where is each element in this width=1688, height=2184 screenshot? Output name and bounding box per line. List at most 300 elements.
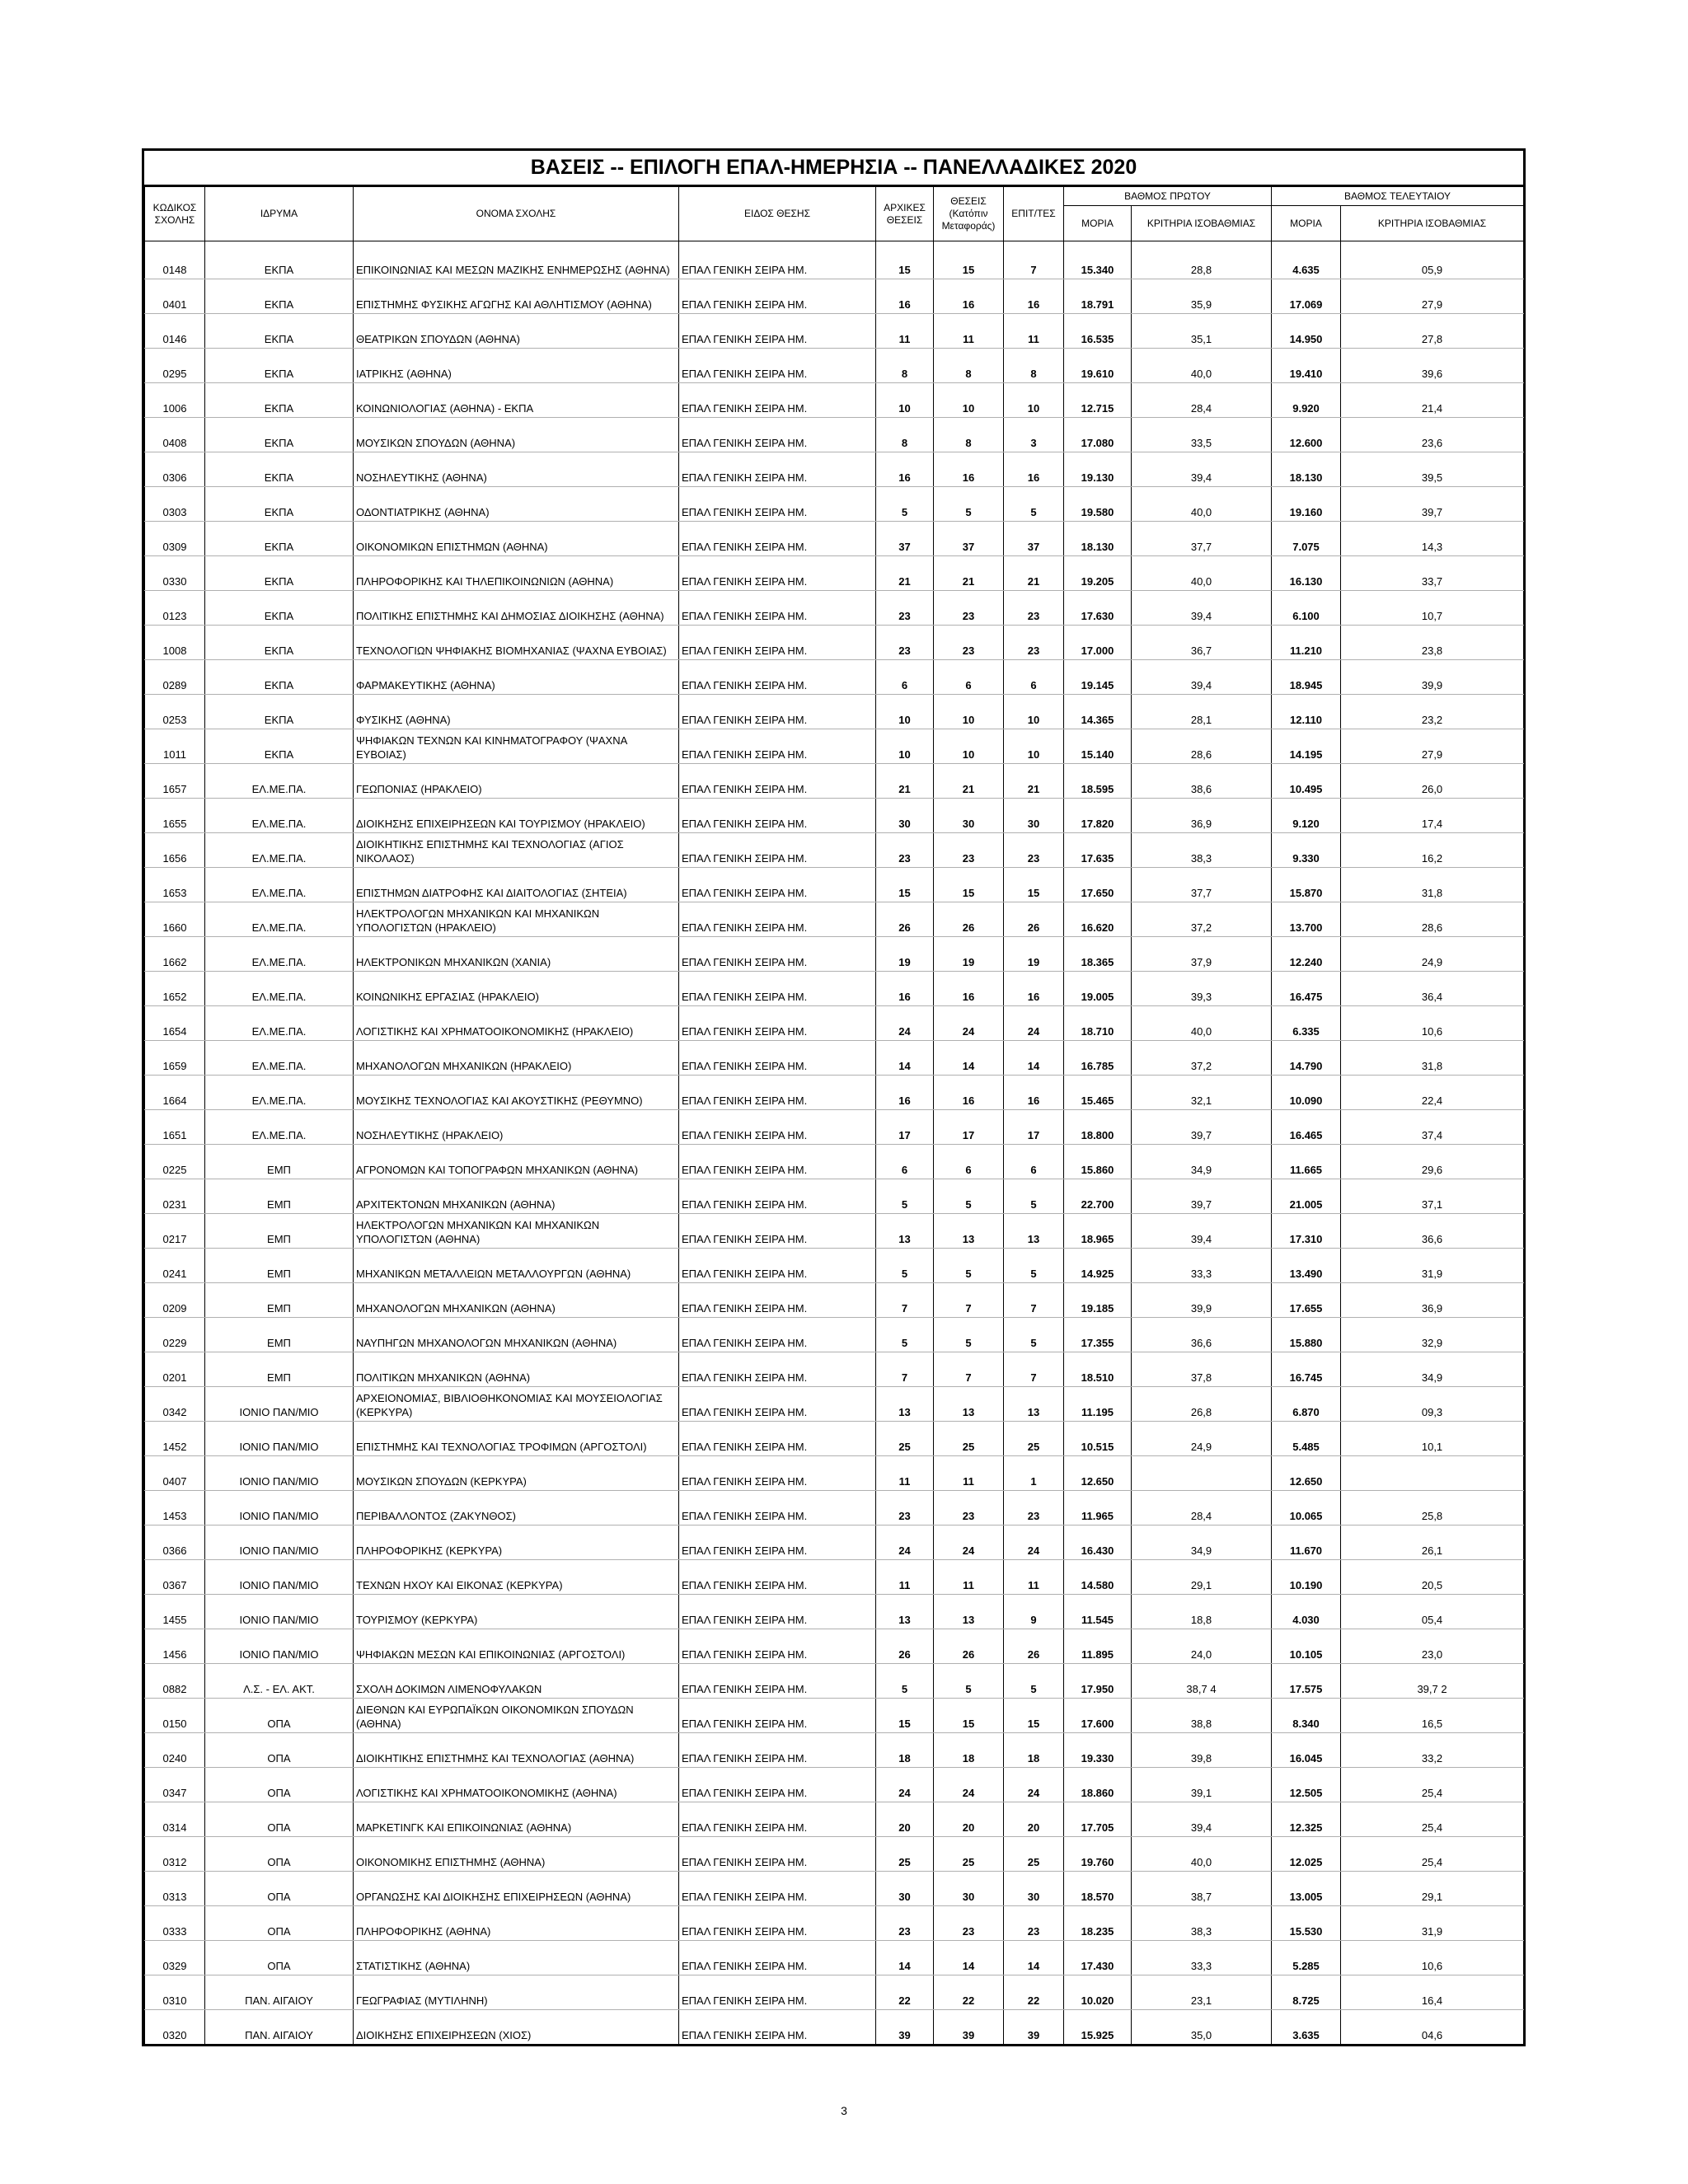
header-code: ΚΩΔΙΚΟΣ ΣΧΟΛΗΣ (145, 187, 205, 241)
cell-institution: ΕΚΠΑ (205, 383, 354, 418)
cell-first-points: 14.925 (1064, 1249, 1132, 1283)
cell-first-points: 16.535 (1064, 314, 1132, 349)
cell-seat-type: ΕΠΑΛ ΓΕΝΙΚΗ ΣΕΙΡΑ ΗΜ. (679, 591, 876, 626)
table-row (145, 729, 1524, 764)
cell-institution: ΕΛ.ΜΕ.ΠΑ. (205, 764, 354, 799)
cell-first-points: 17.355 (1064, 1318, 1132, 1352)
cell-seats: 30 (934, 799, 1004, 833)
cell-admitted: 23 (1004, 1491, 1064, 1526)
cell-last-tiebreak: 31,9 (1341, 1906, 1524, 1941)
cell-first-tiebreak: 40,0 (1132, 1837, 1272, 1872)
cell-seat-type: ΕΠΑΛ ΓΕΝΙΚΗ ΣΕΙΡΑ ΗΜ. (679, 383, 876, 418)
cell-school-name: ΛΟΓΙΣΤΙΚΗΣ ΚΑΙ ΧΡΗΜΑΤΟΟΙΚΟΝΟΜΙΚΗΣ (ΑΘΗΝΑ) (354, 1768, 679, 1802)
cell-first-tiebreak: 33,3 (1132, 1249, 1272, 1283)
cell-school-name: ΕΠΙΣΤΗΜΗΣ ΦΥΣΙΚΗΣ ΑΓΩΓΗΣ ΚΑΙ ΑΘΛΗΤΙΣΜΟΥ (ΑΘΗΝΑ) (354, 279, 679, 314)
cell-code: 0295 (145, 349, 205, 383)
cell-initial-seats: 5 (876, 1664, 934, 1699)
cell-last-points: 6.870 (1272, 1387, 1341, 1422)
cell-last-tiebreak: 05,9 (1341, 241, 1524, 279)
cell-seats: 14 (934, 1941, 1004, 1975)
cell-last-points: 15.530 (1272, 1906, 1341, 1941)
cell-seats: 7 (934, 1352, 1004, 1387)
cell-first-tiebreak: 40,0 (1132, 1006, 1272, 1041)
cell-admitted: 16 (1004, 1076, 1064, 1110)
cell-institution: ΕΚΠΑ (205, 487, 354, 522)
cell-last-tiebreak: 16,2 (1341, 833, 1524, 868)
cell-last-points: 11.665 (1272, 1145, 1341, 1179)
cell-admitted: 19 (1004, 937, 1064, 972)
table-row (145, 522, 1524, 556)
cell-seats: 8 (934, 418, 1004, 452)
cell-first-points: 15.860 (1064, 1145, 1132, 1179)
cell-seat-type: ΕΠΑΛ ΓΕΝΙΚΗ ΣΕΙΡΑ ΗΜ. (679, 1456, 876, 1491)
cell-code: 1660 (145, 902, 205, 937)
cell-initial-seats: 15 (876, 1699, 934, 1733)
cell-first-points: 18.791 (1064, 279, 1132, 314)
cell-first-tiebreak: 39,4 (1132, 660, 1272, 695)
cell-seat-type: ΕΠΑΛ ΓΕΝΙΚΗ ΣΕΙΡΑ ΗΜ. (679, 349, 876, 383)
cell-admitted: 5 (1004, 1249, 1064, 1283)
cell-last-tiebreak: 09,3 (1341, 1387, 1524, 1422)
cell-institution: ΕΚΠΑ (205, 556, 354, 591)
cell-code: 0407 (145, 1456, 205, 1491)
cell-code: 0303 (145, 487, 205, 522)
cell-institution: ΙΟΝΙΟ ΠΑΝ/ΜΙΟ (205, 1595, 354, 1629)
cell-last-points: 14.950 (1272, 314, 1341, 349)
cell-initial-seats: 22 (876, 1975, 934, 2010)
cell-institution: ΠΑΝ. ΑΙΓΑΙΟΥ (205, 1975, 354, 2010)
cell-first-tiebreak: 39,3 (1132, 972, 1272, 1006)
cell-code: 1662 (145, 937, 205, 972)
header-last-points: ΜΟΡΙΑ (1272, 206, 1341, 241)
cell-last-points: 12.650 (1272, 1456, 1341, 1491)
cell-seats: 18 (934, 1733, 1004, 1768)
cell-seats: 17 (934, 1110, 1004, 1145)
cell-admitted: 26 (1004, 902, 1064, 937)
cell-initial-seats: 8 (876, 418, 934, 452)
table-body (145, 241, 1524, 2045)
cell-first-tiebreak: 40,0 (1132, 556, 1272, 591)
cell-code: 1455 (145, 1595, 205, 1629)
cell-last-points: 14.790 (1272, 1041, 1341, 1076)
table-row (145, 868, 1524, 902)
cell-last-tiebreak: 25,8 (1341, 1491, 1524, 1526)
cell-seats: 37 (934, 522, 1004, 556)
cell-school-name: ΜΟΥΣΙΚΗΣ ΤΕΧΝΟΛΟΓΙΑΣ ΚΑΙ ΑΚΟΥΣΤΙΚΗΣ (ΡΕΘΥΜΝΟ) (354, 1076, 679, 1110)
cell-seats: 10 (934, 695, 1004, 729)
cell-last-tiebreak: 10,1 (1341, 1422, 1524, 1456)
cell-seat-type: ΕΠΑΛ ΓΕΝΙΚΗ ΣΕΙΡΑ ΗΜ. (679, 522, 876, 556)
cell-last-points: 12.600 (1272, 418, 1341, 452)
cell-admitted: 23 (1004, 1906, 1064, 1941)
cell-institution: ΕΜΠ (205, 1283, 354, 1318)
header-school-name: ΟΝΟΜΑ ΣΧΟΛΗΣ (354, 187, 679, 241)
cell-first-points: 12.715 (1064, 383, 1132, 418)
cell-code: 1652 (145, 972, 205, 1006)
cell-last-points: 15.880 (1272, 1318, 1341, 1352)
cell-last-tiebreak: 28,6 (1341, 902, 1524, 937)
cell-admitted: 22 (1004, 1975, 1064, 2010)
cell-initial-seats: 25 (876, 1422, 934, 1456)
cell-admitted: 10 (1004, 729, 1064, 764)
cell-last-points: 17.655 (1272, 1283, 1341, 1318)
cell-seat-type: ΕΠΑΛ ΓΕΝΙΚΗ ΣΕΙΡΑ ΗΜ. (679, 695, 876, 729)
cell-seat-type: ΕΠΑΛ ΓΕΝΙΚΗ ΣΕΙΡΑ ΗΜ. (679, 452, 876, 487)
cell-last-tiebreak: 23,6 (1341, 418, 1524, 452)
cell-code: 0217 (145, 1214, 205, 1249)
table-row (145, 764, 1524, 799)
cell-school-name: ΝΟΣΗΛΕΥΤΙΚΗΣ (ΗΡΑΚΛΕΙΟ) (354, 1110, 679, 1145)
cell-code: 0314 (145, 1802, 205, 1837)
cell-institution: ΕΚΠΑ (205, 314, 354, 349)
cell-school-name: ΘΕΑΤΡΙΚΩΝ ΣΠΟΥΔΩΝ (ΑΘΗΝΑ) (354, 314, 679, 349)
header-first-tiebreak: ΚΡΙΤΗΡΙΑ ΙΣΟΒΑΘΜΙΑΣ (1132, 206, 1272, 241)
cell-first-points: 17.950 (1064, 1664, 1132, 1699)
table-row (145, 1595, 1524, 1629)
cell-last-tiebreak: 33,7 (1341, 556, 1524, 591)
cell-school-name: ΕΠΙΣΤΗΜΗΣ ΚΑΙ ΤΕΧΝΟΛΟΓΙΑΣ ΤΡΟΦΙΜΩΝ (ΑΡΓΟΣΤΟΛΙ) (354, 1422, 679, 1456)
cell-seats: 5 (934, 487, 1004, 522)
cell-seat-type: ΕΠΑΛ ΓΕΝΙΚΗ ΣΕΙΡΑ ΗΜ. (679, 1318, 876, 1352)
cell-last-points: 4.030 (1272, 1595, 1341, 1629)
cell-first-tiebreak: 35,0 (1132, 2010, 1272, 2045)
cell-last-tiebreak: 16,5 (1341, 1699, 1524, 1733)
cell-institution: ΕΜΠ (205, 1318, 354, 1352)
cell-seats: 13 (934, 1387, 1004, 1422)
table-row (145, 1664, 1524, 1699)
cell-initial-seats: 6 (876, 660, 934, 695)
cell-admitted: 5 (1004, 487, 1064, 522)
cell-seats: 23 (934, 591, 1004, 626)
cell-admitted: 6 (1004, 660, 1064, 695)
cell-first-points: 12.650 (1064, 1456, 1132, 1491)
cell-admitted: 14 (1004, 1041, 1064, 1076)
cell-seat-type: ΕΠΑΛ ΓΕΝΙΚΗ ΣΕΙΡΑ ΗΜ. (679, 1560, 876, 1595)
cell-institution: ΙΟΝΙΟ ΠΑΝ/ΜΙΟ (205, 1629, 354, 1664)
cell-first-tiebreak: 39,4 (1132, 1214, 1272, 1249)
cell-initial-seats: 13 (876, 1214, 934, 1249)
cell-seat-type: ΕΠΑΛ ΓΕΝΙΚΗ ΣΕΙΡΑ ΗΜ. (679, 279, 876, 314)
cell-seat-type: ΕΠΑΛ ΓΕΝΙΚΗ ΣΕΙΡΑ ΗΜ. (679, 1733, 876, 1768)
cell-first-points: 19.330 (1064, 1733, 1132, 1768)
cell-last-points: 12.110 (1272, 695, 1341, 729)
cell-last-tiebreak (1341, 1456, 1524, 1491)
cell-admitted: 15 (1004, 868, 1064, 902)
cell-school-name: ΕΠΙΣΤΗΜΩΝ ΔΙΑΤΡΟΦΗΣ ΚΑΙ ΔΙΑΙΤΟΛΟΓΙΑΣ (ΣΗΤΕΙΑ) (354, 868, 679, 902)
cell-first-tiebreak: 40,0 (1132, 487, 1272, 522)
table-row (145, 1110, 1524, 1145)
table-row (145, 314, 1524, 349)
cell-seats: 16 (934, 452, 1004, 487)
cell-initial-seats: 21 (876, 556, 934, 591)
cell-last-tiebreak: 05,4 (1341, 1595, 1524, 1629)
table-row (145, 1837, 1524, 1872)
cell-initial-seats: 5 (876, 487, 934, 522)
cell-school-name: ΛΟΓΙΣΤΙΚΗΣ ΚΑΙ ΧΡΗΜΑΤΟΟΙΚΟΝΟΜΙΚΗΣ (ΗΡΑΚΛΕΙΟ) (354, 1006, 679, 1041)
table-row (145, 487, 1524, 522)
table-row (145, 1041, 1524, 1076)
cell-seat-type: ΕΠΑΛ ΓΕΝΙΚΗ ΣΕΙΡΑ ΗΜ. (679, 1629, 876, 1664)
table-row (145, 452, 1524, 487)
cell-first-tiebreak: 37,7 (1132, 868, 1272, 902)
cell-initial-seats: 23 (876, 1906, 934, 1941)
cell-initial-seats: 13 (876, 1595, 934, 1629)
cell-first-tiebreak: 32,1 (1132, 1076, 1272, 1110)
cell-institution: ΕΛ.ΜΕ.ΠΑ. (205, 868, 354, 902)
cell-initial-seats: 13 (876, 1387, 934, 1422)
cell-seats: 13 (934, 1595, 1004, 1629)
cell-initial-seats: 24 (876, 1526, 934, 1560)
cell-code: 1653 (145, 868, 205, 902)
cell-admitted: 23 (1004, 591, 1064, 626)
cell-code: 0241 (145, 1249, 205, 1283)
cell-seats: 6 (934, 660, 1004, 695)
cell-seats: 15 (934, 1699, 1004, 1733)
cell-first-tiebreak: 28,1 (1132, 695, 1272, 729)
cell-school-name: ΤΟΥΡΙΣΜΟΥ (ΚΕΡΚΥΡΑ) (354, 1595, 679, 1629)
cell-seat-type: ΕΠΑΛ ΓΕΝΙΚΗ ΣΕΙΡΑ ΗΜ. (679, 1283, 876, 1318)
cell-first-tiebreak: 24,9 (1132, 1422, 1272, 1456)
table-row (145, 833, 1524, 868)
cell-initial-seats: 23 (876, 626, 934, 660)
cell-school-name: ΔΙΕΘΝΩΝ ΚΑΙ ΕΥΡΩΠΑΪΚΩΝ ΟΙΚΟΝΟΜΙΚΩΝ ΣΠΟΥΔΩΝ (ΑΘΗΝΑ) (354, 1699, 679, 1733)
cell-initial-seats: 15 (876, 868, 934, 902)
cell-seat-type: ΕΠΑΛ ΓΕΝΙΚΗ ΣΕΙΡΑ ΗΜ. (679, 2010, 876, 2045)
cell-code: 0150 (145, 1699, 205, 1733)
table-row (145, 1699, 1524, 1733)
cell-code: 0312 (145, 1837, 205, 1872)
cell-last-tiebreak: 25,4 (1341, 1802, 1524, 1837)
cell-admitted: 21 (1004, 556, 1064, 591)
cell-seat-type: ΕΠΑΛ ΓΕΝΙΚΗ ΣΕΙΡΑ ΗΜ. (679, 1664, 876, 1699)
cell-school-name: ΦΥΣΙΚΗΣ (ΑΘΗΝΑ) (354, 695, 679, 729)
cell-admitted: 39 (1004, 2010, 1064, 2045)
cell-seat-type: ΕΠΑΛ ΓΕΝΙΚΗ ΣΕΙΡΑ ΗΜ. (679, 1595, 876, 1629)
cell-institution: ΕΜΠ (205, 1352, 354, 1387)
cell-institution: ΕΚΠΑ (205, 660, 354, 695)
cell-admitted: 23 (1004, 833, 1064, 868)
cell-seats: 15 (934, 241, 1004, 279)
cell-initial-seats: 39 (876, 2010, 934, 2045)
cell-last-points: 17.310 (1272, 1214, 1341, 1249)
cell-first-tiebreak: 38,3 (1132, 833, 1272, 868)
cell-last-points: 3.635 (1272, 2010, 1341, 2045)
cell-seats: 26 (934, 1629, 1004, 1664)
cell-first-points: 18.130 (1064, 522, 1132, 556)
cell-first-tiebreak: 36,6 (1132, 1318, 1272, 1352)
cell-last-tiebreak: 04,6 (1341, 2010, 1524, 2045)
table-row (145, 1179, 1524, 1214)
cell-first-points: 17.630 (1064, 591, 1132, 626)
cell-first-points: 18.860 (1064, 1768, 1132, 1802)
cell-seat-type: ΕΠΑΛ ΓΕΝΙΚΗ ΣΕΙΡΑ ΗΜ. (679, 1802, 876, 1837)
cell-institution: ΟΠΑ (205, 1872, 354, 1906)
cell-school-name: ΑΡΧΕΙΟΝΟΜΙΑΣ, ΒΙΒΛΙΟΘΗΚΟΝΟΜΙΑΣ ΚΑΙ ΜΟΥΣΕΙΟΛΟΓΙΑΣ (ΚΕΡΚΥΡΑ) (354, 1387, 679, 1422)
cell-last-points: 7.075 (1272, 522, 1341, 556)
cell-last-points: 18.130 (1272, 452, 1341, 487)
table-row (145, 1006, 1524, 1041)
cell-last-tiebreak: 10,7 (1341, 591, 1524, 626)
cell-initial-seats: 23 (876, 591, 934, 626)
cell-institution: ΕΚΠΑ (205, 452, 354, 487)
cell-first-points: 11.195 (1064, 1387, 1132, 1422)
cell-admitted: 16 (1004, 279, 1064, 314)
cell-code: 0306 (145, 452, 205, 487)
cell-school-name: ΜΗΧΑΝΟΛΟΓΩΝ ΜΗΧΑΝΙΚΩΝ (ΗΡΑΚΛΕΙΟ) (354, 1041, 679, 1076)
cell-last-tiebreak: 27,8 (1341, 314, 1524, 349)
cell-seat-type: ΕΠΑΛ ΓΕΝΙΚΗ ΣΕΙΡΑ ΗΜ. (679, 1041, 876, 1076)
table-row (145, 1352, 1524, 1387)
cell-school-name: ΟΙΚΟΝΟΜΙΚΗΣ ΕΠΙΣΤΗΜΗΣ (ΑΘΗΝΑ) (354, 1837, 679, 1872)
cell-seats: 39 (934, 2010, 1004, 2045)
cell-initial-seats: 6 (876, 1145, 934, 1179)
cell-admitted: 24 (1004, 1526, 1064, 1560)
cell-seat-type: ΕΠΑΛ ΓΕΝΙΚΗ ΣΕΙΡΑ ΗΜ. (679, 241, 876, 279)
cell-last-tiebreak: 10,6 (1341, 1941, 1524, 1975)
cell-seat-type: ΕΠΑΛ ΓΕΝΙΚΗ ΣΕΙΡΑ ΗΜ. (679, 660, 876, 695)
cell-admitted: 11 (1004, 1560, 1064, 1595)
cell-first-points: 18.510 (1064, 1352, 1132, 1387)
cell-institution: ΙΟΝΙΟ ΠΑΝ/ΜΙΟ (205, 1560, 354, 1595)
cell-admitted: 15 (1004, 1699, 1064, 1733)
cell-initial-seats: 30 (876, 1872, 934, 1906)
cell-last-points: 9.920 (1272, 383, 1341, 418)
cell-first-points: 11.895 (1064, 1629, 1132, 1664)
cell-seats: 26 (934, 902, 1004, 937)
cell-first-tiebreak: 33,3 (1132, 1941, 1272, 1975)
cell-institution: ΕΜΠ (205, 1214, 354, 1249)
cell-last-tiebreak: 29,6 (1341, 1145, 1524, 1179)
cell-admitted: 11 (1004, 314, 1064, 349)
cell-initial-seats: 24 (876, 1768, 934, 1802)
cell-code: 0313 (145, 1872, 205, 1906)
table-row (145, 1906, 1524, 1941)
cell-code: 1453 (145, 1491, 205, 1526)
table-row (145, 383, 1524, 418)
cell-institution: ΕΚΠΑ (205, 591, 354, 626)
cell-code: 0310 (145, 1975, 205, 2010)
cell-school-name: ΓΕΩΓΡΑΦΙΑΣ (ΜΥΤΙΛΗΝΗ) (354, 1975, 679, 2010)
cell-last-points: 16.745 (1272, 1352, 1341, 1387)
cell-seat-type: ΕΠΑΛ ΓΕΝΙΚΗ ΣΕΙΡΑ ΗΜ. (679, 1249, 876, 1283)
cell-first-points: 16.620 (1064, 902, 1132, 937)
cell-last-points: 13.700 (1272, 902, 1341, 937)
cell-code: 1456 (145, 1629, 205, 1664)
header-seat-type: ΕΙΔΟΣ ΘΕΣΗΣ (679, 187, 876, 241)
cell-initial-seats: 19 (876, 937, 934, 972)
cell-last-points: 12.025 (1272, 1837, 1341, 1872)
cell-last-tiebreak: 37,4 (1341, 1110, 1524, 1145)
cell-seat-type: ΕΠΑΛ ΓΕΝΙΚΗ ΣΕΙΡΑ ΗΜ. (679, 487, 876, 522)
cell-last-points: 16.475 (1272, 972, 1341, 1006)
cell-initial-seats: 26 (876, 1629, 934, 1664)
cell-institution: ΕΛ.ΜΕ.ΠΑ. (205, 972, 354, 1006)
cell-first-tiebreak: 18,8 (1132, 1595, 1272, 1629)
cell-last-tiebreak: 33,2 (1341, 1733, 1524, 1768)
cell-seat-type: ΕΠΑΛ ΓΕΝΙΚΗ ΣΕΙΡΑ ΗΜ. (679, 1352, 876, 1387)
cell-code: 0333 (145, 1906, 205, 1941)
cell-school-name: ΝΑΥΠΗΓΩΝ ΜΗΧΑΝΟΛΟΓΩΝ ΜΗΧΑΝΙΚΩΝ (ΑΘΗΝΑ) (354, 1318, 679, 1352)
header-initial-seats: ΑΡΧΙΚΕΣ ΘΕΣΕΙΣ (876, 187, 934, 241)
table-row (145, 279, 1524, 314)
cell-first-tiebreak: 37,2 (1132, 1041, 1272, 1076)
header-first-points: ΜΟΡΙΑ (1064, 206, 1132, 241)
cell-institution: ΙΟΝΙΟ ΠΑΝ/ΜΙΟ (205, 1526, 354, 1560)
cell-last-points: 17.069 (1272, 279, 1341, 314)
cell-admitted: 16 (1004, 452, 1064, 487)
cell-admitted: 16 (1004, 972, 1064, 1006)
table-row (145, 1145, 1524, 1179)
cell-school-name: ΨΗΦΙΑΚΩΝ ΜΕΣΩΝ ΚΑΙ ΕΠΙΚΟΙΝΩΝΙΑΣ (ΑΡΓΟΣΤΟΛΙ) (354, 1629, 679, 1664)
cell-institution: ΟΠΑ (205, 1733, 354, 1768)
cell-last-points: 11.670 (1272, 1526, 1341, 1560)
cell-last-points: 16.130 (1272, 556, 1341, 591)
table-row (145, 556, 1524, 591)
cell-last-tiebreak: 25,4 (1341, 1837, 1524, 1872)
cell-first-points: 10.515 (1064, 1422, 1132, 1456)
cell-initial-seats: 21 (876, 764, 934, 799)
cell-last-tiebreak: 39,5 (1341, 452, 1524, 487)
cell-last-points: 6.100 (1272, 591, 1341, 626)
cell-first-points: 16.785 (1064, 1041, 1132, 1076)
cell-seat-type: ΕΠΑΛ ΓΕΝΙΚΗ ΣΕΙΡΑ ΗΜ. (679, 626, 876, 660)
cell-first-tiebreak: 38,8 (1132, 1699, 1272, 1733)
cell-admitted: 8 (1004, 349, 1064, 383)
cell-first-tiebreak: 28,4 (1132, 1491, 1272, 1526)
cell-code: 0366 (145, 1526, 205, 1560)
cell-last-tiebreak: 27,9 (1341, 279, 1524, 314)
table-row (145, 1318, 1524, 1352)
cell-first-points: 11.545 (1064, 1595, 1132, 1629)
cell-code: 1656 (145, 833, 205, 868)
header-last-tiebreak: ΚΡΙΤΗΡΙΑ ΙΣΟΒΑΘΜΙΑΣ (1341, 206, 1524, 241)
cell-last-points: 15.870 (1272, 868, 1341, 902)
cell-seat-type: ΕΠΑΛ ΓΕΝΙΚΗ ΣΕΙΡΑ ΗΜ. (679, 556, 876, 591)
header-institution: ΙΔΡΥΜΑ (205, 187, 354, 241)
cell-admitted: 13 (1004, 1387, 1064, 1422)
cell-first-tiebreak: 26,8 (1132, 1387, 1272, 1422)
cell-code: 0329 (145, 1941, 205, 1975)
table-row (145, 1249, 1524, 1283)
cell-first-tiebreak: 37,8 (1132, 1352, 1272, 1387)
cell-school-name: ΣΤΑΤΙΣΤΙΚΗΣ (ΑΘΗΝΑ) (354, 1941, 679, 1975)
cell-school-name: ΑΓΡΟΝΟΜΩΝ ΚΑΙ ΤΟΠΟΓΡΑΦΩΝ ΜΗΧΑΝΙΚΩΝ (ΑΘΗΝΑ) (354, 1145, 679, 1179)
table-row (145, 1526, 1524, 1560)
cell-institution: ΕΛ.ΜΕ.ΠΑ. (205, 1041, 354, 1076)
cell-last-points: 12.325 (1272, 1802, 1341, 1837)
cell-last-tiebreak: 23,0 (1341, 1629, 1524, 1664)
cell-seats: 30 (934, 1872, 1004, 1906)
cell-admitted: 5 (1004, 1179, 1064, 1214)
cell-initial-seats: 23 (876, 1491, 934, 1526)
cell-last-tiebreak: 31,8 (1341, 1041, 1524, 1076)
cell-school-name: ΜΟΥΣΙΚΩΝ ΣΠΟΥΔΩΝ (ΑΘΗΝΑ) (354, 418, 679, 452)
results-sheet (142, 148, 1526, 2046)
cell-code: 1654 (145, 1006, 205, 1041)
cell-code: 1657 (145, 764, 205, 799)
cell-last-points: 12.240 (1272, 937, 1341, 972)
cell-initial-seats: 16 (876, 452, 934, 487)
cell-admitted: 10 (1004, 383, 1064, 418)
cell-institution: ΠΑΝ. ΑΙΓΑΙΟΥ (205, 2010, 354, 2045)
cell-seats: 23 (934, 626, 1004, 660)
cell-initial-seats: 7 (876, 1352, 934, 1387)
cell-last-tiebreak: 20,5 (1341, 1560, 1524, 1595)
cell-seats: 16 (934, 1076, 1004, 1110)
cell-last-tiebreak: 36,6 (1341, 1214, 1524, 1249)
cell-first-tiebreak: 39,4 (1132, 1802, 1272, 1837)
cell-first-points: 18.570 (1064, 1872, 1132, 1906)
